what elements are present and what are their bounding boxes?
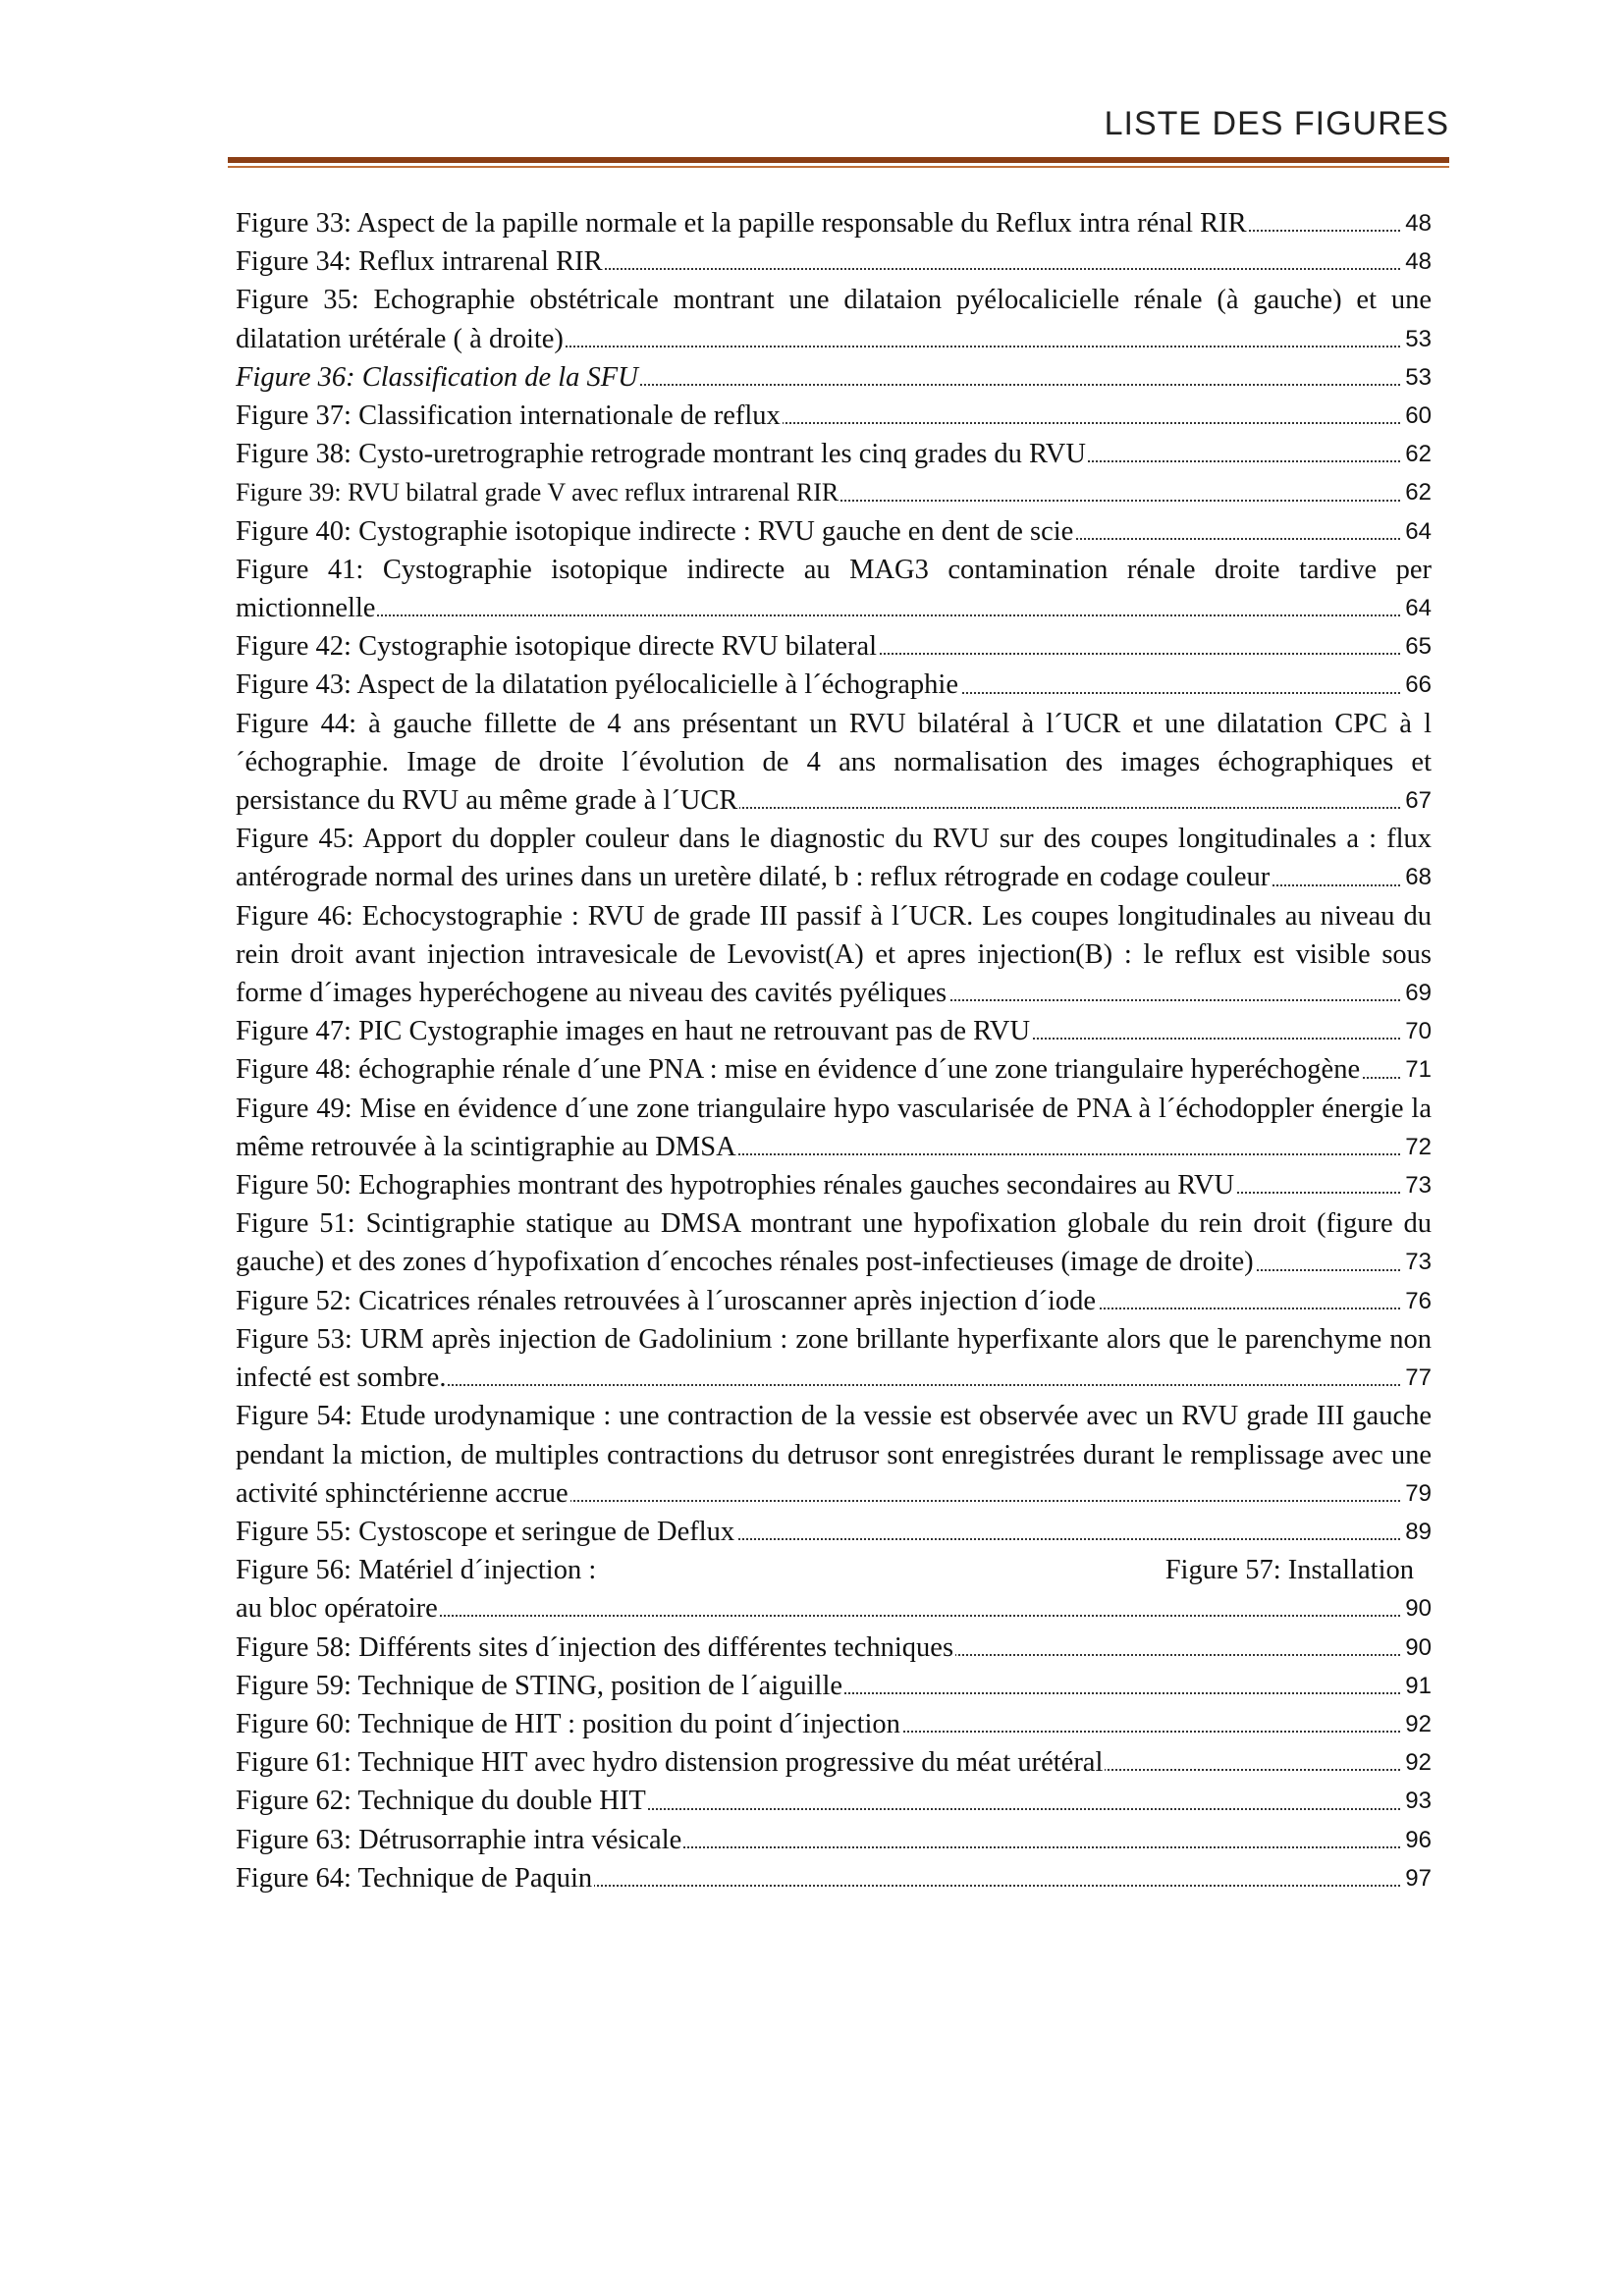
toc-entry-page: 77 <box>1401 1359 1432 1397</box>
toc-entry[interactable] <box>236 281 1432 357</box>
toc-entry-text: Figure 53: URM après injection de Gadolinium : zone brillante hyperfixante alors que le parenchyme non infecté est sombre. <box>236 1323 1432 1394</box>
toc-entry-page: 65 <box>1401 627 1432 666</box>
toc-entry[interactable] <box>236 1166 1432 1204</box>
toc-entry[interactable] <box>236 897 1432 1013</box>
toc-entry[interactable] <box>236 397 1432 435</box>
toc-entry-text: Figure 59: Technique de STING, position de l´aiguille <box>236 1670 843 1701</box>
toc-entry-page: 76 <box>1401 1282 1432 1320</box>
toc-entry-page: 68 <box>1401 858 1432 896</box>
toc-entry[interactable] <box>236 1859 1432 1897</box>
toc-entry-text: Figure 34: Reflux intrarenal RIR <box>236 246 603 278</box>
toc-entry-text: Figure 51: Scintigraphie statique au DMSA montrant une hypofixation globale du rein droit (figure du gauche) et des zones d´hypofixation d´encoches rénales post-infectieuses (image de droite) <box>236 1208 1432 1278</box>
toc-entry[interactable] <box>236 1667 1432 1705</box>
toc-entry-page: 96 <box>1401 1821 1432 1859</box>
toc-entry[interactable] <box>236 1743 1432 1782</box>
toc-entry-page: 60 <box>1401 397 1432 435</box>
toc-entry-text: Figure 63: Détrusorraphie intra vésicale <box>236 1824 682 1855</box>
toc-entry-page: 69 <box>1401 974 1432 1012</box>
toc-entry-page: 48 <box>1401 242 1432 281</box>
toc-entry-text: Figure 46: Echocystographie : RVU de grade III passif à l´UCR. Les coupes longitudinales au niveau du rein droit avant injection intravesicale de Levovist(A) et apres injection(B) : le reflux est visible sous forme d´images hyperéchogene au niveau des cavités pyéliques <box>236 900 1432 1009</box>
header-rule <box>228 157 1449 163</box>
toc-entry-page: 97 <box>1401 1859 1432 1897</box>
toc-entry-text: Figure 64: Technique de Paquin <box>236 1862 593 1894</box>
toc-entry[interactable] <box>236 242 1432 281</box>
toc-entry-page: 93 <box>1401 1782 1432 1820</box>
dot-leader <box>236 614 1432 616</box>
toc-entry[interactable] <box>236 1821 1432 1859</box>
toc-entry-text: Figure 54: Etude urodynamique : une contraction de la vessie est observée avec un RVU grade III gauche pendant la miction, de multiples contractions du detrusor sont enregistrées durant le remplissage avec une activité sphinctérienne accrue <box>236 1401 1432 1509</box>
toc-entry[interactable] <box>236 705 1432 821</box>
toc-entry-text: Figure 39: RVU bilatral grade V avec reflux intrarenal RIR <box>236 478 839 507</box>
toc-entry-text-secondary: Figure 57: Installation <box>1165 1551 1414 1589</box>
toc-entry-page: 90 <box>1401 1629 1432 1667</box>
toc-entry-page: 90 <box>1401 1589 1432 1628</box>
toc-entry-page: 71 <box>1401 1050 1432 1089</box>
toc-entry[interactable] <box>236 1090 1432 1166</box>
figure-list <box>236 204 1432 1897</box>
toc-entry-page: 64 <box>1401 512 1432 551</box>
toc-entry-page: 67 <box>1401 781 1432 820</box>
toc-entry-text: Figure 61: Technique HIT avec hydro distension progressive du méat urétéral <box>236 1747 1104 1779</box>
toc-entry-page: 53 <box>1401 320 1432 358</box>
toc-entry-text: Figure 42: Cystographie isotopique directe RVU bilateral <box>236 631 878 663</box>
toc-entry-text: Figure 36: Classification de la SFU <box>236 361 638 393</box>
toc-entry-text: Figure 55: Cystoscope et seringue de Deflux <box>236 1516 735 1547</box>
toc-entry-page: 62 <box>1401 473 1432 511</box>
toc-entry-page: 53 <box>1401 358 1432 397</box>
toc-entry[interactable] <box>236 473 1432 511</box>
toc-entry-text: Figure 52: Cicatrices rénales retrouvées à l´uroscanner après injection d´iode <box>236 1285 1097 1316</box>
page-header-title: LISTE DES FIGURES <box>1104 105 1449 142</box>
toc-entry[interactable] <box>236 1629 1432 1667</box>
toc-entry[interactable] <box>236 1012 1432 1050</box>
toc-entry[interactable] <box>236 627 1432 666</box>
toc-entry-text: Figure 38: Cysto-uretrographie retrograde montrant les cinq grades du RVU <box>236 439 1086 470</box>
toc-entry[interactable] <box>236 1397 1432 1513</box>
toc-entry-page: 66 <box>1401 666 1432 704</box>
toc-entry-text: Figure 48: échographie rénale d´une PNA : mise en évidence d´une zone triangulaire hyperéchogène <box>236 1054 1361 1086</box>
toc-entry-text: Figure 58: Différents sites d´injection des différentes techniques <box>236 1631 954 1663</box>
toc-entry-page: 92 <box>1401 1743 1432 1782</box>
toc-entry[interactable] <box>236 435 1432 473</box>
toc-entry-page: 73 <box>1401 1243 1432 1281</box>
header-rule-thin <box>228 166 1449 168</box>
toc-entry-page: 72 <box>1401 1128 1432 1166</box>
toc-entry[interactable] <box>236 204 1432 242</box>
toc-entry-text: Figure 49: Mise en évidence d´une zone triangulaire hypo vascularisée de PNA à l´échodoppler énergie la même retrouvée à la scintigraphie au DMSA <box>236 1093 1432 1162</box>
toc-entry-text: Figure 60: Technique de HIT : position du point d´injection <box>236 1708 900 1739</box>
toc-entry[interactable] <box>236 1705 1432 1743</box>
toc-entry-page: 70 <box>1401 1012 1432 1050</box>
toc-entry-page: 64 <box>1401 589 1432 627</box>
toc-entry-text: Figure 56: Matériel d´injection : <box>236 1555 597 1586</box>
toc-entry-text: Figure 41: Cystographie isotopique indirecte au MAG3 contamination rénale droite tardive per mictionnelle <box>236 554 1432 624</box>
toc-entry-page: 92 <box>1401 1705 1432 1743</box>
toc-entry-page: 73 <box>1401 1166 1432 1204</box>
toc-entry-text: au bloc opératoire <box>236 1593 438 1625</box>
toc-entry[interactable] <box>236 1050 1432 1089</box>
toc-entry-page: 89 <box>1401 1513 1432 1551</box>
toc-entry-page: 62 <box>1401 435 1432 473</box>
toc-entry[interactable] <box>236 358 1432 397</box>
toc-entry-text: Figure 44: à gauche fillette de 4 ans présentant un RVU bilatéral à l´UCR et une dilatation CPC à l´échographie. Image de droite l´évolution de 4 ans normalisation des images échographiques et persistance du RVU au même grade à l´UCR <box>236 708 1432 817</box>
toc-entry-text: Figure 43: Aspect de la dilatation pyélocalicielle à l´échographie <box>236 669 958 701</box>
toc-entry-text: Figure 50: Echographies montrant des hypotrophies rénales gauches secondaires au RVU <box>236 1170 1235 1201</box>
toc-entry-page: 48 <box>1401 204 1432 242</box>
toc-entry-text: Figure 33: Aspect de la papille normale et la papille responsable du Reflux intra rénal RIR <box>236 208 1247 239</box>
toc-entry[interactable] <box>236 512 1432 551</box>
toc-entry-page: 79 <box>1401 1474 1432 1513</box>
toc-entry[interactable] <box>236 551 1432 627</box>
toc-entry[interactable] <box>236 820 1432 896</box>
toc-entry-text: Figure 62: Technique du double HIT <box>236 1786 646 1817</box>
toc-entry[interactable] <box>236 1551 1432 1628</box>
toc-entry-text: Figure 35: Echographie obstétricale montrant une dilataion pyélocalicielle rénale (à gauche) et une dilatation urétérale ( à droite) <box>236 285 1432 354</box>
toc-entry[interactable] <box>236 1204 1432 1281</box>
toc-entry[interactable] <box>236 1320 1432 1397</box>
toc-entry-text: Figure 40: Cystographie isotopique indirecte : RVU gauche en dent de scie <box>236 515 1074 547</box>
toc-entry[interactable] <box>236 1513 1432 1551</box>
toc-entry-text: Figure 45: Apport du doppler couleur dans le diagnostic du RVU sur des coupes longitudinales a : flux antérograde normal des urines dans un uretère dilaté, b : reflux rétrograde en codage couleur <box>236 824 1432 893</box>
toc-entry[interactable] <box>236 1782 1432 1820</box>
toc-entry-page: 91 <box>1401 1667 1432 1705</box>
toc-entry-text: Figure 47: PIC Cystographie images en haut ne retrouvant pas de RVU <box>236 1016 1031 1047</box>
toc-entry[interactable] <box>236 1282 1432 1320</box>
toc-entry[interactable] <box>236 666 1432 704</box>
toc-entry-text: Figure 37: Classification internationale de reflux <box>236 400 781 432</box>
